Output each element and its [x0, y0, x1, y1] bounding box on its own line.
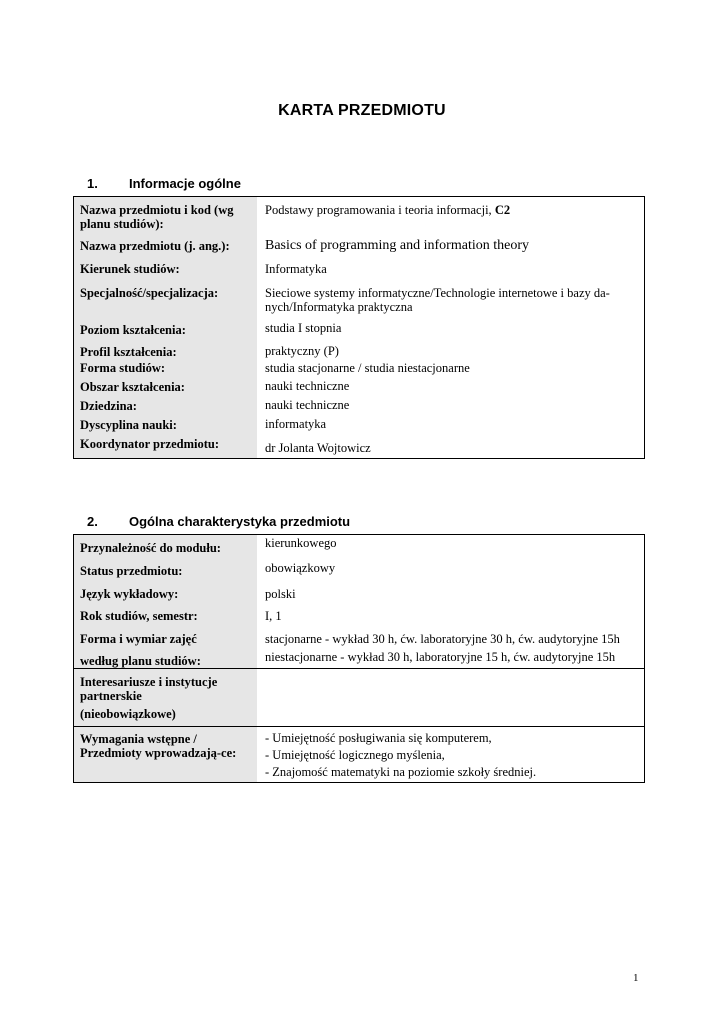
row-value: kierunkowego — [265, 536, 337, 550]
row-value-line3: - Znajomość matematyki na poziomie szkoły średniej. — [265, 764, 537, 779]
row-value: studia stacjonarne / studia niestacjonarne — [265, 360, 470, 375]
table-row — [74, 280, 645, 318]
row-label — [74, 625, 258, 669]
course-name: Podstawy programowania i teoria informacji, — [265, 203, 492, 217]
section2-title: Ogólna charakterystyka przedmiotu — [129, 514, 351, 529]
row-label: Przynależność do modułu: — [74, 535, 258, 559]
row-value: nauki techniczne — [265, 378, 350, 393]
row-label: Koordynator przedmiotu: — [74, 435, 258, 459]
row-label-line2: (nieobowiązkowe) — [80, 706, 176, 721]
table-row — [74, 559, 645, 582]
table-row — [74, 668, 645, 726]
row-value-line2: niestacjonarne - wykład 30 h, laboratoryjne 15 h, ćw. audytoryjne 15h — [265, 649, 616, 664]
row-label — [74, 726, 258, 782]
row-value: praktyczny (P) — [265, 343, 339, 358]
table-row — [74, 625, 645, 669]
table-row — [74, 535, 645, 559]
row-label-line2: według planu studiów: — [80, 653, 201, 668]
table-row — [74, 235, 645, 257]
characteristics-table — [73, 534, 645, 783]
row-value-line1: stacjonarne - wykład 30 h, ćw. laboratoryjne 30 h, ćw. audytoryjne 15h — [265, 631, 620, 646]
general-info-table — [73, 196, 645, 459]
row-label: Nazwa przedmiotu i kod (wg planu studiów): — [74, 197, 258, 235]
row-label-line1: Interesariusze i instytucje partnerskie — [80, 674, 218, 703]
row-label: Kierunek studiów: — [74, 257, 258, 280]
row-label: Poziom kształcenia: — [74, 318, 258, 340]
row-label-text: Wymagania wstępne / Przedmioty wprowadzają-ce: — [80, 731, 237, 760]
row-value-line1: - Umiejętność posługiwania się komputerem, — [265, 730, 492, 745]
row-value — [257, 726, 645, 782]
row-value — [257, 668, 645, 726]
table-row — [74, 197, 645, 235]
table-row — [74, 340, 645, 359]
row-value: informatyka — [265, 416, 327, 431]
row-value: nauki techniczne — [265, 397, 350, 412]
row-label: Nazwa przedmiotu (j. ang.): — [74, 235, 258, 257]
row-value: Informatyka — [265, 261, 327, 276]
section1-heading — [87, 176, 241, 191]
row-label: Język wykładowy: — [74, 582, 258, 603]
row-label: Dyscyplina nauki: — [74, 416, 258, 435]
row-label: Obszar kształcenia: — [74, 378, 258, 397]
section1-title: Informacje ogólne — [129, 176, 241, 191]
table-row — [74, 582, 645, 603]
row-value — [257, 197, 645, 235]
table-row — [74, 603, 645, 625]
row-label: Rok studiów, semestr: — [74, 603, 258, 625]
section2-heading — [87, 514, 350, 529]
row-label — [74, 668, 258, 726]
row-label: Forma studiów: — [74, 359, 258, 378]
table-row — [74, 416, 645, 435]
row-label: Profil kształcenia: — [74, 340, 258, 359]
row-value: obowiązkowy — [265, 560, 336, 575]
page-number: 1 — [633, 972, 639, 984]
row-value — [257, 625, 645, 669]
table-row — [74, 318, 645, 340]
row-value: dr Jolanta Wojtowicz — [265, 440, 371, 455]
row-label: Specjalność/specjalizacja: — [74, 280, 258, 318]
section1-number: 1. — [87, 176, 98, 191]
table-row — [74, 359, 645, 378]
row-value: I, 1 — [265, 608, 282, 623]
row-value: Sieciowe systemy informatyczne/Technologie internetowe i bazy da-nych/Informatyka praktyczna — [265, 285, 610, 314]
row-value: polski — [265, 586, 296, 601]
row-label-line1: Forma i wymiar zajęć — [80, 631, 197, 646]
table-row — [74, 435, 645, 459]
document-title: KARTA PRZEDMIOTU — [278, 102, 446, 119]
table-row — [74, 726, 645, 782]
row-value: Basics of programming and information theory — [265, 237, 529, 253]
row-label: Status przedmiotu: — [74, 559, 258, 582]
section2-number: 2. — [87, 514, 98, 529]
row-value-line2: - Umiejętność logicznego myślenia, — [265, 747, 445, 762]
table-row — [74, 378, 645, 397]
table-row — [74, 257, 645, 280]
row-value: studia I stopnia — [265, 320, 342, 335]
table-row — [74, 397, 645, 416]
row-label: Dziedzina: — [74, 397, 258, 416]
course-code: C2 — [494, 203, 511, 217]
